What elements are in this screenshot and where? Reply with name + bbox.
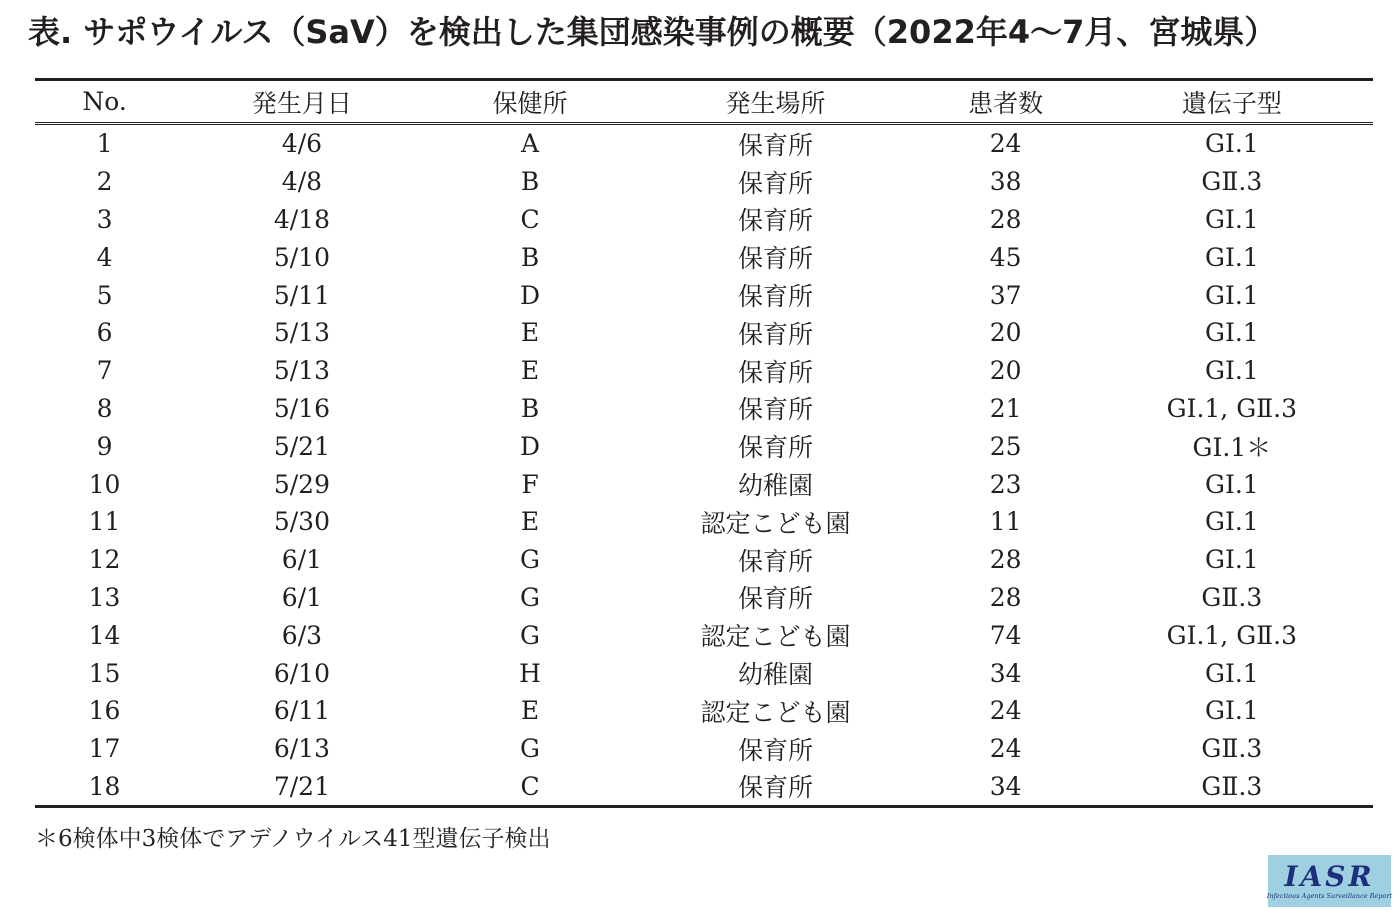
- column-header-healthcenter: 保健所: [430, 80, 631, 124]
- table-cell: 6/1: [281, 582, 323, 612]
- table-body: [35, 124, 1373, 807]
- table-row: [35, 541, 1373, 579]
- table-cell: 7: [96, 356, 113, 386]
- table-cell: GⅠ.1, GⅡ.3: [1166, 620, 1298, 650]
- table-cell: D: [520, 431, 541, 461]
- table-cell: 保育所: [738, 130, 814, 160]
- table-cell: 保育所: [738, 546, 814, 576]
- table-cell: 16: [88, 696, 121, 726]
- table-cell: GⅠ.1, GⅡ.3: [1166, 393, 1298, 423]
- table-cell: 23: [989, 469, 1022, 499]
- table-cell: A: [521, 129, 540, 159]
- table-row: [35, 238, 1373, 276]
- table-cell: 1: [96, 129, 113, 159]
- table-cell: 38: [989, 167, 1022, 197]
- table-cell: 4: [96, 242, 113, 272]
- table-cell: 保育所: [738, 206, 814, 236]
- table-cell: GⅠ.1: [1204, 696, 1259, 726]
- table-cell: B: [520, 167, 540, 197]
- table-row: [35, 201, 1373, 239]
- iasr-logo: [1268, 855, 1391, 907]
- table-cell: 10: [88, 469, 121, 499]
- table-cell: 4/8: [281, 167, 323, 197]
- table-cell: 45: [989, 242, 1022, 272]
- table-cell: 保育所: [738, 773, 814, 803]
- table-cell: 5/13: [273, 318, 330, 348]
- table-cell: 5/10: [273, 242, 330, 272]
- table-cell: 74: [989, 620, 1022, 650]
- table-row: [35, 503, 1373, 541]
- table-cell: 5/30: [273, 507, 330, 537]
- table-cell: GⅠ.1: [1204, 129, 1259, 159]
- table-row: [35, 390, 1373, 428]
- table-cell: G: [520, 734, 541, 764]
- table-row: [35, 427, 1373, 465]
- table-cell: 4/6: [281, 129, 323, 159]
- table-cell: 6: [96, 318, 113, 348]
- table-cell: G: [520, 620, 541, 650]
- table-cell: E: [520, 318, 540, 348]
- table-cell: GⅠ.1: [1204, 204, 1259, 234]
- table-cell: 4/18: [273, 204, 330, 234]
- table-cell: 11: [989, 507, 1022, 537]
- table-cell: C: [520, 204, 540, 234]
- table-cell: 11: [88, 507, 121, 537]
- table-cell: 5/29: [273, 469, 330, 499]
- table-cell: G: [520, 545, 541, 575]
- table-cell: 6/11: [273, 696, 330, 726]
- table-cell: 幼稚園: [738, 660, 814, 690]
- table-cell: 保育所: [738, 357, 814, 387]
- table-cell: 6/3: [281, 620, 323, 650]
- table-cell: B: [520, 393, 540, 423]
- table-cell: 37: [989, 280, 1022, 310]
- table-cell: 13: [88, 582, 121, 612]
- table-cell: 24: [989, 734, 1022, 764]
- table-cell: H: [519, 658, 541, 688]
- table-cell: 保育所: [738, 433, 814, 463]
- table-cell: 20: [989, 318, 1022, 348]
- table-cell: GⅡ.3: [1201, 771, 1263, 801]
- table-cell: 21: [989, 393, 1022, 423]
- table-row: [35, 579, 1373, 617]
- outbreak-table: [35, 78, 1373, 808]
- table-cell: F: [521, 469, 539, 499]
- table-cell: 24: [989, 129, 1022, 159]
- table-cell: 17: [88, 734, 121, 764]
- table-cell: GⅠ.1: [1204, 469, 1259, 499]
- table-row: [35, 276, 1373, 314]
- column-header-place: 発生場所: [630, 80, 920, 124]
- table-row: [35, 692, 1373, 730]
- table-cell: 5/16: [273, 393, 330, 423]
- table-cell: 認定こども園: [700, 622, 851, 652]
- table-cell: 34: [989, 658, 1022, 688]
- table-cell: GⅠ.1: [1204, 280, 1259, 310]
- table-cell: 6/1: [281, 545, 323, 575]
- table-cell: 15: [88, 658, 121, 688]
- table-row: [35, 730, 1373, 768]
- table-cell: 5/13: [273, 356, 330, 386]
- table-cell: 保育所: [738, 282, 814, 312]
- table-cell: 28: [989, 582, 1022, 612]
- table-cell: GⅠ.1: [1204, 658, 1259, 688]
- table-cell: E: [520, 356, 540, 386]
- table-cell: 12: [88, 545, 121, 575]
- table-cell: 20: [989, 356, 1022, 386]
- table-cell: 保育所: [738, 244, 814, 274]
- table-row: [35, 616, 1373, 654]
- iasr-logo-text: IASR: [1284, 859, 1375, 893]
- table-cell: GⅠ.1: [1204, 318, 1259, 348]
- table-cell: 8: [96, 393, 113, 423]
- table-cell: C: [520, 771, 540, 801]
- table-cell: 6/13: [273, 734, 330, 764]
- table-cell: 7/21: [273, 771, 330, 801]
- table-cell: 5/11: [273, 280, 330, 310]
- table-cell: 25: [989, 431, 1022, 461]
- table-cell: 24: [989, 696, 1022, 726]
- table-cell: 認定こども園: [700, 697, 851, 727]
- header-row: [35, 80, 1373, 124]
- iasr-logo-subtitle: Infectious Agents Surveillance Report: [1266, 891, 1393, 900]
- table-cell: 3: [96, 204, 113, 234]
- table-cell: GⅡ.3: [1201, 167, 1263, 197]
- table-cell: 2: [96, 167, 113, 197]
- table-cell: D: [520, 280, 541, 310]
- table-cell: E: [520, 507, 540, 537]
- table-row: [35, 465, 1373, 503]
- table-cell: 保育所: [738, 735, 814, 765]
- footnote: ＊6検体中3検体でアデノウイルス41型遺伝子検出: [35, 826, 551, 852]
- table-row: [35, 314, 1373, 352]
- table-row: [35, 768, 1373, 807]
- table-cell: 28: [989, 545, 1022, 575]
- table-cell: 保育所: [738, 168, 814, 198]
- table-cell: 保育所: [738, 584, 814, 614]
- table-cell: GⅠ.1: [1204, 545, 1259, 575]
- table-cell: 9: [96, 431, 113, 461]
- table-cell: 18: [88, 771, 121, 801]
- table-title: 表. サポウイルス（SaV）を検出した集団感染事例の概要（2022年4～7月、宮城県）: [28, 13, 1277, 51]
- table-cell: GⅡ.3: [1201, 734, 1263, 764]
- table-cell: GⅠ.1＊: [1192, 433, 1272, 463]
- table-cell: GⅠ.1: [1204, 356, 1259, 386]
- table-cell: G: [520, 582, 541, 612]
- table-row: [35, 163, 1373, 201]
- table-cell: 保育所: [738, 395, 814, 425]
- table-cell: 幼稚園: [738, 471, 814, 501]
- table-cell: E: [520, 696, 540, 726]
- table-row: [35, 654, 1373, 692]
- table-cell: 14: [88, 620, 121, 650]
- table-header: [35, 80, 1373, 124]
- column-header-date: 発生月日: [174, 80, 430, 124]
- column-header-genotype: 遺伝子型: [1091, 80, 1373, 124]
- table-cell: 認定こども園: [700, 508, 851, 538]
- table-row: [35, 352, 1373, 390]
- table-cell: B: [520, 242, 540, 272]
- table-cell: GⅡ.3: [1201, 582, 1263, 612]
- table-cell: 6/10: [273, 658, 330, 688]
- table-row: [35, 124, 1373, 163]
- table-cell: GⅠ.1: [1204, 242, 1259, 272]
- table-cell: 5: [96, 280, 113, 310]
- table-cell: 保育所: [738, 319, 814, 349]
- table-cell: 5/21: [273, 431, 330, 461]
- table-cell: 34: [989, 771, 1022, 801]
- table-cell: 28: [989, 204, 1022, 234]
- table-cell: GⅠ.1: [1204, 507, 1259, 537]
- column-header-patients: 患者数: [921, 80, 1091, 124]
- column-header-no: No.: [35, 80, 174, 124]
